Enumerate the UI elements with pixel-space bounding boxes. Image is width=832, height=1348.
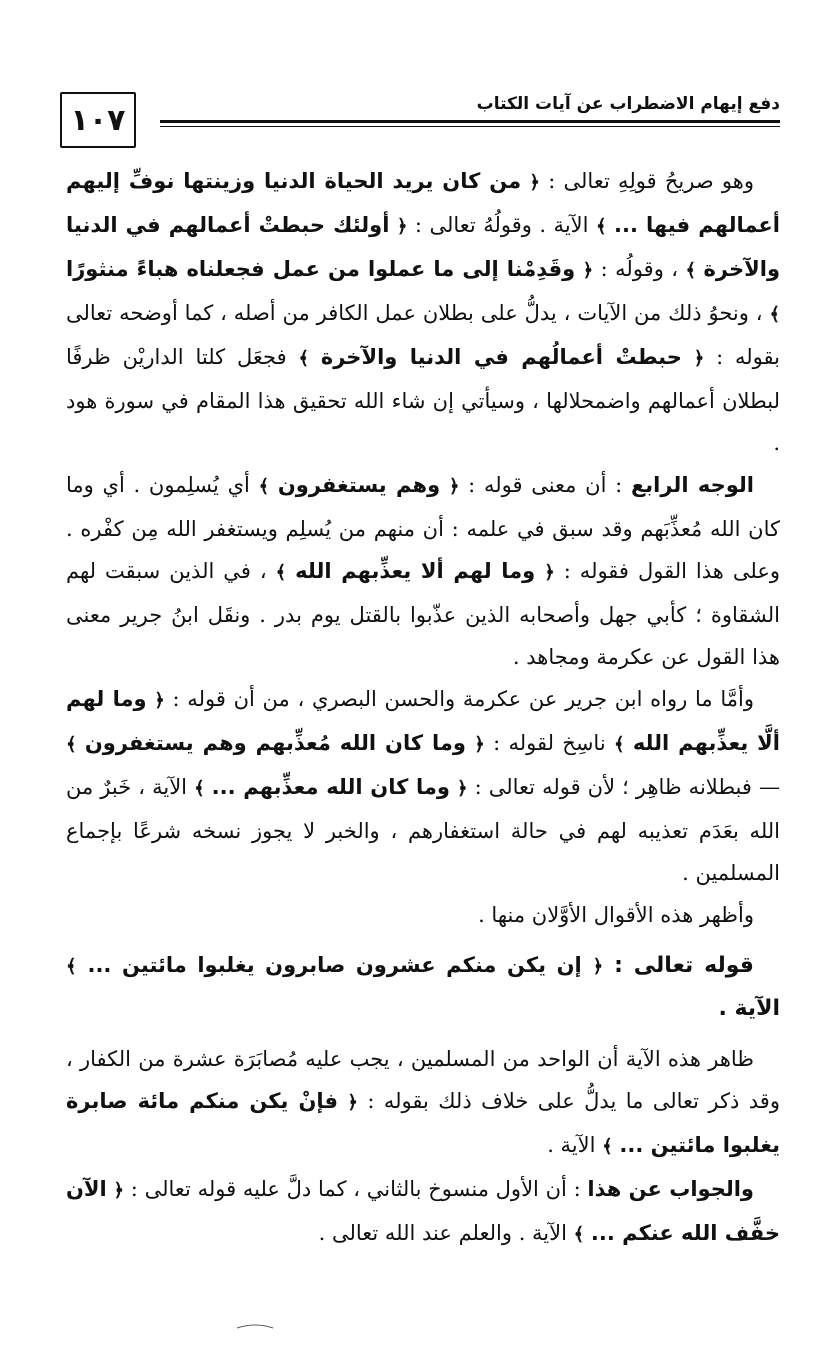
- text: فجعَل كلتا الداريْن ظرفًا لبطلان أعمالهم واضمحلالها ، وسيأتي إن شاء الله تحقيق هذا المقام في سورة هود .: [66, 345, 780, 455]
- text: ظاهر هذه الآية أن الواحد من المسلمين ، يجب عليه مُصابَرَة عشرة من الكفار ، وقد ذكر تعالى ما يدلُّ على خلاف ذلك بقوله :: [66, 1047, 780, 1113]
- ornament-open: ﴿: [529, 172, 540, 193]
- paragraph-1: [66, 160, 780, 464]
- text: الآية . وقولُهُ تعالى :: [407, 213, 596, 237]
- ornament-close: ﴾: [613, 734, 625, 755]
- ornament-open: ﴿: [113, 1180, 125, 1201]
- ornament-open: ﴿: [448, 476, 460, 497]
- paragraph-4: [66, 894, 780, 936]
- heading-label: قوله تعالى :: [603, 953, 754, 978]
- page-header: [60, 92, 780, 152]
- ornament-open: ﴿: [396, 216, 408, 237]
- quran-quote: من كان يريد الحياة الدنيا وزينتها نوفِّ إليهم أعمالهم فيها ...: [66, 169, 780, 237]
- paragraph-3: [66, 678, 780, 894]
- quran-quote: وما لهم ألا يعذِّبهم الله: [295, 559, 536, 583]
- header-rule-thin: [160, 126, 780, 127]
- ornament-open: ﴿: [474, 734, 485, 755]
- ornament-close: ﴾: [194, 778, 205, 799]
- paragraph-2: [66, 464, 780, 678]
- text: الآية ، خَبرٌ من الله بعَدَم تعذيبه لهم في حالة استغفارهم ، والخبر لا يجوز نسخه شرعًا بإجماع المسلمين .: [66, 775, 780, 885]
- ornament-open: ﴿: [154, 690, 165, 711]
- text: الآية .: [547, 1133, 603, 1157]
- text: وهو صريحُ قولِهِ تعالى :: [539, 169, 755, 193]
- text: وأظهر هذه الأقوال الأوَّلان منها .: [478, 903, 754, 927]
- quran-quote: أولئك حبطتْ أعمالهم في الدنيا والآخرة: [66, 213, 780, 281]
- quran-quote: وما كان الله مُعذِّبهم وهم يستغفرون: [84, 731, 466, 755]
- section-label: الوجه الرابع: [630, 473, 754, 497]
- quran-quote: وما كان الله معذِّبهم ...: [211, 775, 450, 799]
- ornament-close: ﴾: [66, 956, 77, 977]
- ornament-close: ﴾: [602, 1136, 613, 1157]
- text: ناسِخ لقوله :: [484, 731, 614, 755]
- ornament-open: ﴿: [592, 956, 604, 977]
- quran-quote: إن يكن منكم عشرون صابرون يغلبوا مائتين ...: [87, 953, 582, 977]
- text: وأمَّا ما رواه ابن جرير عن عكرمة والحسن البصري ، من أن قوله :: [164, 687, 754, 711]
- quran-quote: الآن خفَّف الله عنكم ...: [66, 1177, 780, 1245]
- text: ، وقولُه :: [593, 257, 686, 281]
- verse-heading: [66, 944, 780, 1030]
- page-body: [66, 160, 780, 1256]
- text: الآية . والعلم عند الله تعالى .: [318, 1221, 574, 1245]
- bottom-scan-mark: [235, 1322, 275, 1330]
- text: أي يُسلِمون . أي وما كان الله مُعذِّبَهم وقد سبق في علمه : أن منهم من يُسلِم ويستغفر الله مِن كفْره . وعلى هذا القول فقوله :: [66, 473, 780, 583]
- text: — فبطلانه ظاهِر ؛ لأن قوله تعالى :: [467, 775, 780, 799]
- quran-quote: وقَدِمْنا إلى ما عملوا من عمل فجعلناه هباءً منثورًا: [66, 257, 576, 281]
- quran-quote: فإنْ يكن منكم مائة صابرة يغلبوا مائتين ...: [66, 1089, 780, 1157]
- section-label: والجواب عن هذا: [587, 1177, 754, 1201]
- ornament-open: ﴿: [544, 562, 555, 583]
- text: ، في الذين سبقت لهم الشقاوة ؛ كأبي جهل وأصحابه الذين عذّبوا بالقتل يوم بدر . ونقَل ابنُ جرير معنى هذا القول عن عكرمة ومجاهد .: [66, 559, 780, 669]
- quran-quote: حبطتْ أعمالُهم في الدنيا والآخرة: [320, 345, 682, 369]
- running-title: دفع إيهام الاضطراب عن آيات الكتاب: [476, 94, 780, 114]
- ornament-close: ﴾: [595, 216, 607, 237]
- text: الآية .: [718, 996, 780, 1021]
- ornament-close: ﴾: [275, 562, 287, 583]
- text: ، ونحوُ ذلك من الآيات ، يدلُّ على بطلان عمل الكافر من أصله ، كما أوضحه تعالى بقوله :: [66, 301, 780, 369]
- quran-quote: وما لهم ألَّا يعذِّبهم الله: [66, 687, 780, 755]
- ornament-close: ﴾: [258, 476, 270, 497]
- header-rule-thick: [160, 120, 780, 123]
- ornament-close: ﴾: [66, 734, 77, 755]
- text: : أن معنى قوله :: [459, 473, 631, 497]
- text: : أن الأول منسوخ بالثاني ، كما دلَّ عليه قوله تعالى :: [124, 1177, 588, 1201]
- ornament-open: ﴿: [457, 778, 468, 799]
- page-number: ١٠٧: [60, 92, 136, 148]
- ornament-open: ﴿: [693, 348, 705, 369]
- paragraph-5: [66, 1038, 780, 1168]
- ornament-close: ﴾: [685, 260, 697, 281]
- paragraph-6: [66, 1168, 780, 1256]
- ornament-close: ﴾: [298, 348, 309, 369]
- ornament-close: ﴾: [769, 304, 780, 325]
- ornament-open: ﴿: [582, 260, 594, 281]
- quran-quote: وهم يستغفرون: [277, 473, 441, 497]
- ornament-close: ﴾: [573, 1224, 585, 1245]
- ornament-open: ﴿: [347, 1092, 358, 1113]
